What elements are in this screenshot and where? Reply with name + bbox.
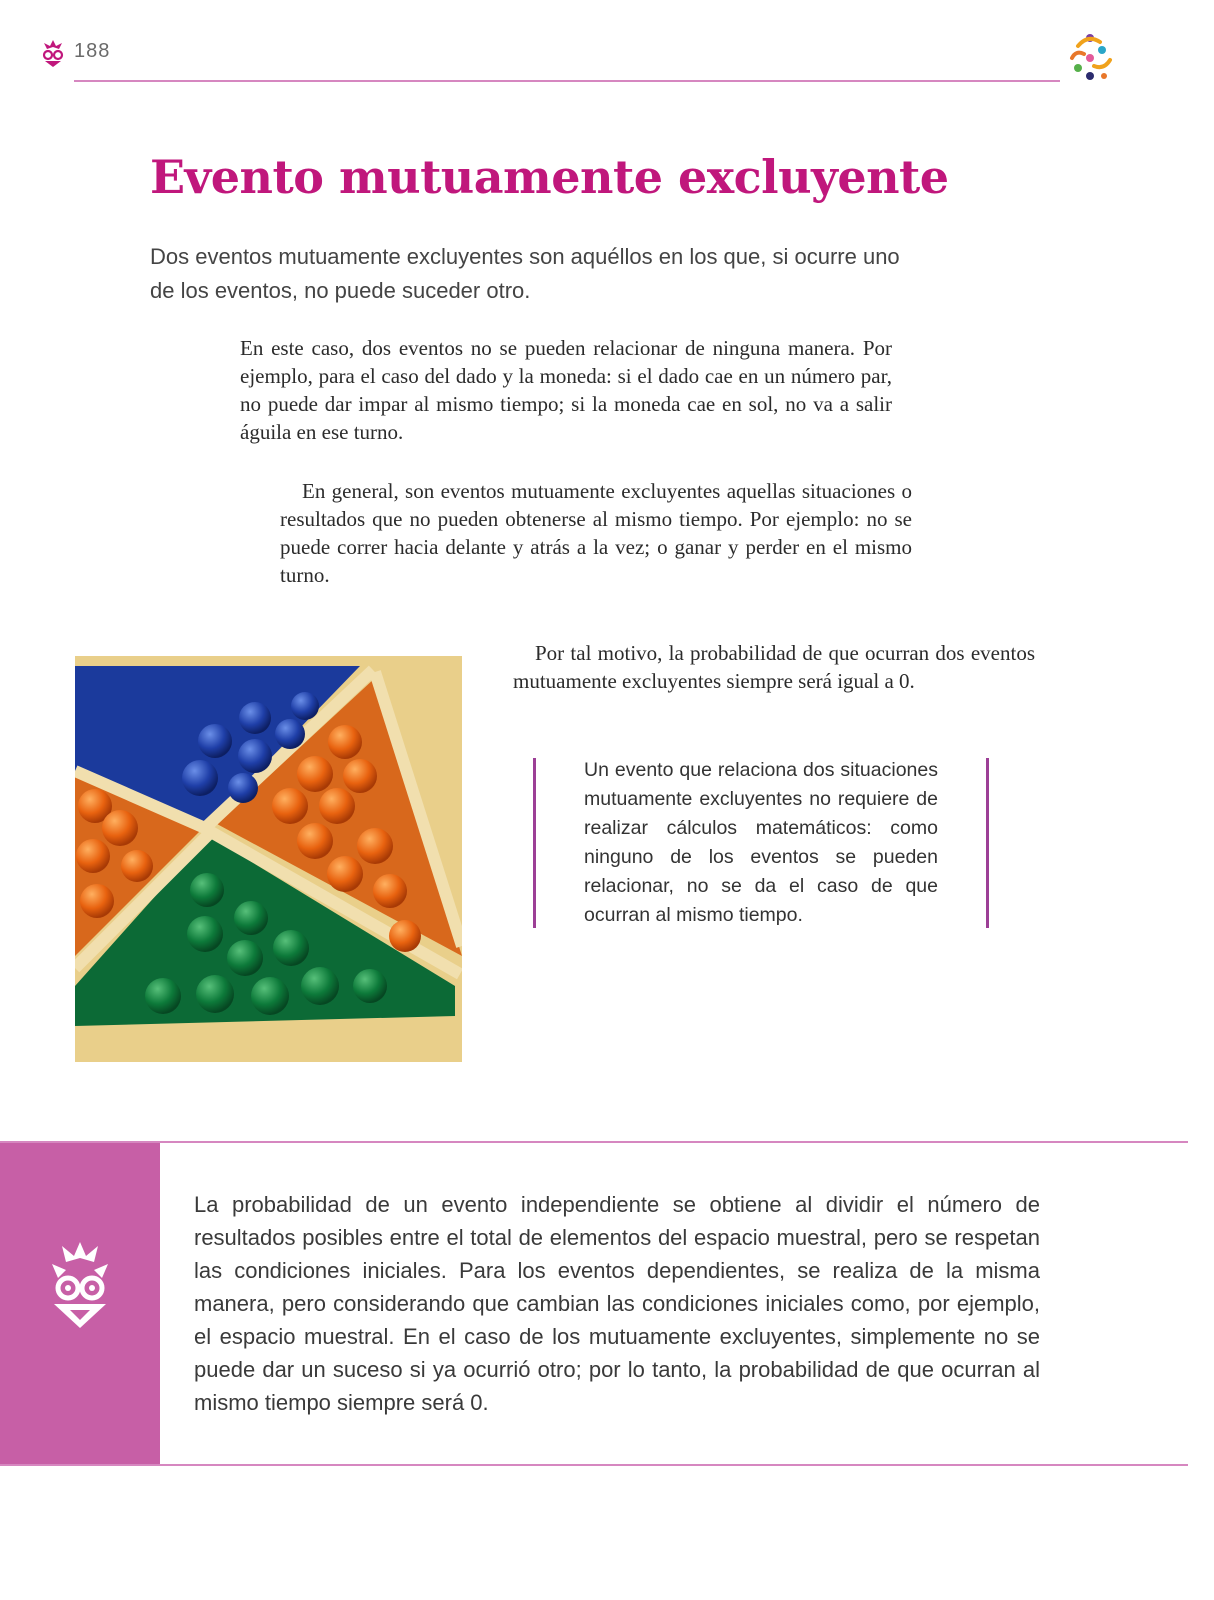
- note-bar-right: [986, 758, 989, 928]
- body-paragraph-3: Por tal motivo, la probabilidad de que ocurran dos eventos mutuamente excluyentes siempre será igual a 0.: [513, 641, 1035, 693]
- note-bar-left: [533, 758, 536, 928]
- box-rule-top: [0, 1141, 1188, 1143]
- body-paragraph-1: En este caso, dos eventos no se pueden relacionar de ninguna manera. Por ejemplo, para el caso del dado y la moneda: si el dado cae en un número par, no puede dar impar al mismo tiempo; si la moneda cae en sol, no va a salir águila en ese turno.: [240, 336, 892, 444]
- box-rule-bottom: [0, 1464, 1188, 1466]
- white-ornament-icon: [48, 1240, 112, 1330]
- flower-ornament-icon: [40, 38, 66, 68]
- summary-box-text: La probabilidad de un evento independiente se obtiene al dividir el número de resultados posibles entre el total de elementos del espacio muestral, pero se respetan las condiciones iniciales. Para los eventos dependientes, se realiza de la misma manera, pero considerando que cambian las condiciones iniciales como, por ejemplo, el espacio muestral. En el caso de los mutuamente excluyentes, simplemente no se puede dar un suceso si ya ocurrió otro; por lo tanto, la probabilidad de que ocurran al mismo tiempo siempre será 0.: [194, 1192, 1040, 1415]
- side-note-text: Un evento que relaciona dos situaciones mutuamente excluyentes no requiere de realizar cálculos matemáticos: como ninguno de los eventos se pueden relacionar, no se da el caso de que ocurran al mismo tiempo.: [584, 759, 938, 926]
- colorful-dots-logo-icon: [1064, 30, 1118, 84]
- page-title: Evento mutuamente excluyente: [150, 150, 949, 204]
- intro-paragraph: Dos eventos mutuamente excluyentes son aquéllos en los que, si ocurre uno de los eventos, no puede suceder otro.: [150, 244, 900, 303]
- body-paragraph-2: En general, son eventos mutuamente excluyentes aquellas situaciones o resultados que no pueden obtenerse al mismo tiempo. Por ejemplo: no se puede correr hacia delante y atrás a la vez; o ganar y perder en el mismo turno.: [280, 479, 912, 587]
- page-number: 188: [74, 40, 111, 62]
- colored-beads-tray-photo: [75, 656, 462, 1062]
- header-rule: [74, 80, 1060, 82]
